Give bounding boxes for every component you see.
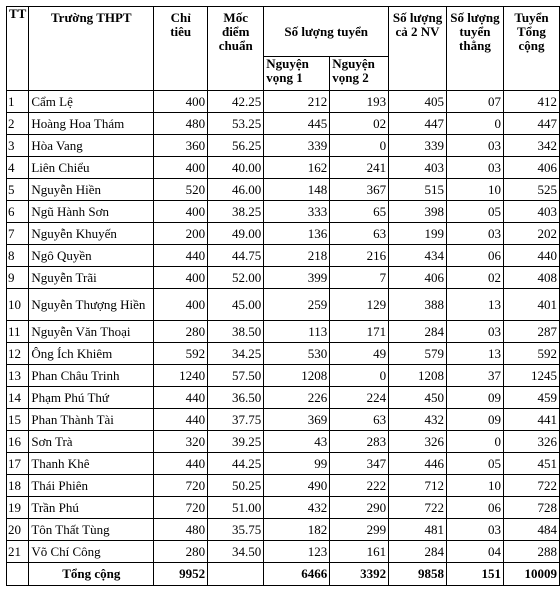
cell-direct: 03 <box>446 157 503 179</box>
cell-direct: 03 <box>446 321 503 343</box>
table-row <box>7 245 560 267</box>
cell-school: Tôn Thất Tùng <box>29 519 154 541</box>
cell-total: 728 <box>503 497 559 519</box>
cell-direct: 13 <box>446 289 503 321</box>
cell-direct: 0 <box>446 431 503 453</box>
cell-quota: 400 <box>154 157 208 179</box>
header-both-text: Số lượng cả 2 NV <box>392 10 443 39</box>
cell-both: 515 <box>389 179 447 201</box>
cell-cutoff: 42.25 <box>208 91 264 113</box>
totals-total: 10009 <box>503 563 559 586</box>
header-admitted: Số lượng tuyển <box>264 7 389 57</box>
cell-both: 579 <box>389 343 447 365</box>
cell-nv2: 367 <box>330 179 389 201</box>
cell-cutoff: 34.50 <box>208 541 264 563</box>
cell-tt: 18 <box>7 475 29 497</box>
cell-total: 484 <box>503 519 559 541</box>
cell-nv1: 369 <box>264 409 330 431</box>
cell-tt: 14 <box>7 387 29 409</box>
cell-tt: 7 <box>7 223 29 245</box>
cell-total: 326 <box>503 431 559 453</box>
cell-direct: 05 <box>446 453 503 475</box>
cell-nv2: 241 <box>330 157 389 179</box>
totals-both: 9858 <box>389 563 447 586</box>
cell-both: 481 <box>389 519 447 541</box>
cell-tt: 21 <box>7 541 29 563</box>
cell-nv1: 218 <box>264 245 330 267</box>
cell-both: 434 <box>389 245 447 267</box>
cell-tt: 1 <box>7 91 29 113</box>
cell-nv2: 283 <box>330 431 389 453</box>
cell-cutoff: 53.25 <box>208 113 264 135</box>
cell-both: 403 <box>389 157 447 179</box>
cell-nv2: 216 <box>330 245 389 267</box>
cell-nv2: 299 <box>330 519 389 541</box>
cell-quota: 440 <box>154 409 208 431</box>
cell-cutoff: 52.00 <box>208 267 264 289</box>
cell-nv1: 432 <box>264 497 330 519</box>
cell-both: 432 <box>389 409 447 431</box>
cell-nv2: 193 <box>330 91 389 113</box>
cell-tt: 4 <box>7 157 29 179</box>
totals-row <box>7 563 560 586</box>
table-row <box>7 453 560 475</box>
table-row <box>7 431 560 453</box>
cell-nv2: 0 <box>330 365 389 387</box>
cell-tt: 20 <box>7 519 29 541</box>
cell-nv2: 49 <box>330 343 389 365</box>
cell-cutoff: 36.50 <box>208 387 264 409</box>
cell-direct: 37 <box>446 365 503 387</box>
cell-nv1: 226 <box>264 387 330 409</box>
cell-nv1: 490 <box>264 475 330 497</box>
cell-total: 459 <box>503 387 559 409</box>
cell-tt: 15 <box>7 409 29 431</box>
cell-direct: 03 <box>446 223 503 245</box>
cell-quota: 400 <box>154 91 208 113</box>
cell-cutoff: 44.75 <box>208 245 264 267</box>
cell-school: Nguyễn Hiền <box>29 179 154 201</box>
cell-total: 202 <box>503 223 559 245</box>
cell-tt: 19 <box>7 497 29 519</box>
admissions-table-wrap <box>6 6 560 586</box>
header-cutoff <box>208 7 264 91</box>
cell-direct: 05 <box>446 201 503 223</box>
cell-nv2: 161 <box>330 541 389 563</box>
cell-cutoff: 44.25 <box>208 453 264 475</box>
cell-cutoff: 49.00 <box>208 223 264 245</box>
header-nv1-text: Nguyện vọng 1 <box>266 56 309 85</box>
cell-quota: 480 <box>154 113 208 135</box>
cell-nv2: 65 <box>330 201 389 223</box>
cell-both: 284 <box>389 321 447 343</box>
cell-both: 450 <box>389 387 447 409</box>
cell-nv1: 339 <box>264 135 330 157</box>
table-row <box>7 201 560 223</box>
totals-direct: 151 <box>446 563 503 586</box>
cell-both: 446 <box>389 453 447 475</box>
cell-quota: 400 <box>154 289 208 321</box>
header-nv2 <box>330 57 389 91</box>
table-row <box>7 365 560 387</box>
cell-quota: 592 <box>154 343 208 365</box>
cell-direct: 06 <box>446 497 503 519</box>
cell-quota: 440 <box>154 245 208 267</box>
cell-tt: 8 <box>7 245 29 267</box>
cell-quota: 1240 <box>154 365 208 387</box>
table-row <box>7 343 560 365</box>
header-cutoff-text: Mốc điểm chuẩn <box>218 10 253 53</box>
cell-school: Phan Châu Trinh <box>29 365 154 387</box>
cell-cutoff: 37.75 <box>208 409 264 431</box>
cell-nv2: 222 <box>330 475 389 497</box>
cell-school: Thanh Khê <box>29 453 154 475</box>
cell-nv1: 113 <box>264 321 330 343</box>
cell-quota: 320 <box>154 431 208 453</box>
cell-total: 722 <box>503 475 559 497</box>
cell-nv2: 7 <box>330 267 389 289</box>
cell-school: Ông Ích Khiêm <box>29 343 154 365</box>
totals-cutoff <box>208 563 264 586</box>
cell-direct: 07 <box>446 91 503 113</box>
cell-direct: 06 <box>446 245 503 267</box>
header-direct <box>446 7 503 91</box>
header-quota <box>154 7 208 91</box>
cell-direct: 09 <box>446 387 503 409</box>
cell-both: 405 <box>389 91 447 113</box>
cell-tt: 10 <box>7 289 29 321</box>
cell-total: 287 <box>503 321 559 343</box>
cell-quota: 400 <box>154 201 208 223</box>
table-row <box>7 289 560 321</box>
cell-cutoff: 40.00 <box>208 157 264 179</box>
cell-school: Trần Phú <box>29 497 154 519</box>
cell-school: Nguyễn Văn Thoại <box>29 321 154 343</box>
cell-both: 1208 <box>389 365 447 387</box>
cell-tt: 2 <box>7 113 29 135</box>
cell-nv1: 43 <box>264 431 330 453</box>
cell-nv2: 0 <box>330 135 389 157</box>
table-row <box>7 179 560 201</box>
cell-both: 388 <box>389 289 447 321</box>
cell-both: 712 <box>389 475 447 497</box>
table-body <box>7 91 560 563</box>
cell-nv1: 136 <box>264 223 330 245</box>
cell-both: 447 <box>389 113 447 135</box>
cell-nv2: 129 <box>330 289 389 321</box>
cell-tt: 5 <box>7 179 29 201</box>
cell-school: Nguyễn Trãi <box>29 267 154 289</box>
cell-direct: 10 <box>446 179 503 201</box>
cell-quota: 360 <box>154 135 208 157</box>
table-row <box>7 135 560 157</box>
table-row <box>7 541 560 563</box>
cell-nv2: 347 <box>330 453 389 475</box>
cell-tt: 17 <box>7 453 29 475</box>
cell-tt: 16 <box>7 431 29 453</box>
table-header <box>7 7 560 91</box>
cell-total: 401 <box>503 289 559 321</box>
cell-both: 199 <box>389 223 447 245</box>
cell-nv1: 148 <box>264 179 330 201</box>
cell-school: Phan Thành Tài <box>29 409 154 431</box>
header-nv1 <box>264 57 330 91</box>
header-nv2-text: Nguyện vọng 2 <box>332 56 375 85</box>
cell-quota: 280 <box>154 541 208 563</box>
cell-quota: 480 <box>154 519 208 541</box>
table-row <box>7 321 560 343</box>
cell-direct: 04 <box>446 541 503 563</box>
table-row <box>7 223 560 245</box>
cell-nv2: 171 <box>330 321 389 343</box>
table-row <box>7 113 560 135</box>
cell-quota: 720 <box>154 475 208 497</box>
cell-tt: 12 <box>7 343 29 365</box>
cell-school: Ngũ Hành Sơn <box>29 201 154 223</box>
cell-school: Thái Phiên <box>29 475 154 497</box>
cell-nv2: 63 <box>330 409 389 431</box>
cell-both: 722 <box>389 497 447 519</box>
cell-nv1: 259 <box>264 289 330 321</box>
cell-cutoff: 46.00 <box>208 179 264 201</box>
table-row <box>7 91 560 113</box>
cell-quota: 200 <box>154 223 208 245</box>
cell-cutoff: 51.00 <box>208 497 264 519</box>
header-total-text: Tuyển Tổng cộng <box>514 10 549 53</box>
header-quota-text: Chỉ tiêu <box>170 10 192 39</box>
cell-nv2: 290 <box>330 497 389 519</box>
cell-tt: 11 <box>7 321 29 343</box>
admissions-table <box>6 6 560 586</box>
cell-total: 451 <box>503 453 559 475</box>
cell-quota: 440 <box>154 387 208 409</box>
cell-cutoff: 35.75 <box>208 519 264 541</box>
cell-nv1: 530 <box>264 343 330 365</box>
cell-quota: 440 <box>154 453 208 475</box>
cell-quota: 400 <box>154 267 208 289</box>
cell-school: Ngô Quyền <box>29 245 154 267</box>
cell-nv1: 333 <box>264 201 330 223</box>
cell-nv1: 162 <box>264 157 330 179</box>
cell-school: Cẩm Lệ <box>29 91 154 113</box>
cell-school: Hoàng Hoa Thám <box>29 113 154 135</box>
cell-tt: 3 <box>7 135 29 157</box>
cell-direct: 10 <box>446 475 503 497</box>
cell-both: 339 <box>389 135 447 157</box>
cell-total: 592 <box>503 343 559 365</box>
cell-total: 412 <box>503 91 559 113</box>
cell-total: 406 <box>503 157 559 179</box>
cell-cutoff: 56.25 <box>208 135 264 157</box>
header-tt: TT <box>7 7 29 91</box>
cell-nv1: 399 <box>264 267 330 289</box>
cell-quota: 520 <box>154 179 208 201</box>
cell-total: 1245 <box>503 365 559 387</box>
totals-quota: 9952 <box>154 563 208 586</box>
table-row <box>7 157 560 179</box>
cell-cutoff: 34.25 <box>208 343 264 365</box>
totals-nv2: 3392 <box>330 563 389 586</box>
cell-school: Phạm Phú Thứ <box>29 387 154 409</box>
header-school: Trường THPT <box>29 7 154 91</box>
cell-total: 408 <box>503 267 559 289</box>
cell-total: 441 <box>503 409 559 431</box>
header-total <box>503 7 559 91</box>
cell-direct: 02 <box>446 267 503 289</box>
cell-total: 447 <box>503 113 559 135</box>
table-row <box>7 409 560 431</box>
cell-nv1: 212 <box>264 91 330 113</box>
cell-cutoff: 38.25 <box>208 201 264 223</box>
cell-nv2: 63 <box>330 223 389 245</box>
cell-direct: 09 <box>446 409 503 431</box>
cell-direct: 03 <box>446 519 503 541</box>
table-row <box>7 387 560 409</box>
cell-direct: 13 <box>446 343 503 365</box>
cell-both: 326 <box>389 431 447 453</box>
cell-total: 288 <box>503 541 559 563</box>
cell-nv1: 123 <box>264 541 330 563</box>
cell-tt: 13 <box>7 365 29 387</box>
header-both <box>389 7 447 91</box>
cell-nv1: 1208 <box>264 365 330 387</box>
cell-cutoff: 39.25 <box>208 431 264 453</box>
totals-label: Tổng cộng <box>29 563 154 586</box>
cell-nv1: 182 <box>264 519 330 541</box>
table-row <box>7 267 560 289</box>
cell-nv2: 02 <box>330 113 389 135</box>
cell-school: Hòa Vang <box>29 135 154 157</box>
cell-nv1: 445 <box>264 113 330 135</box>
header-direct-text: Số lượng tuyển thẳng <box>450 10 500 53</box>
cell-school: Võ Chí Công <box>29 541 154 563</box>
table-row <box>7 519 560 541</box>
cell-total: 525 <box>503 179 559 201</box>
cell-school: Liên Chiểu <box>29 157 154 179</box>
cell-cutoff: 38.50 <box>208 321 264 343</box>
cell-total: 342 <box>503 135 559 157</box>
table-row <box>7 497 560 519</box>
table-footer <box>7 563 560 586</box>
totals-tt <box>7 563 29 586</box>
cell-both: 406 <box>389 267 447 289</box>
cell-total: 403 <box>503 201 559 223</box>
cell-school: Sơn Trà <box>29 431 154 453</box>
totals-nv1: 6466 <box>264 563 330 586</box>
cell-nv1: 99 <box>264 453 330 475</box>
cell-tt: 6 <box>7 201 29 223</box>
cell-tt: 9 <box>7 267 29 289</box>
cell-total: 440 <box>503 245 559 267</box>
cell-cutoff: 57.50 <box>208 365 264 387</box>
cell-both: 398 <box>389 201 447 223</box>
cell-cutoff: 50.25 <box>208 475 264 497</box>
cell-quota: 280 <box>154 321 208 343</box>
table-row <box>7 475 560 497</box>
cell-quota: 720 <box>154 497 208 519</box>
cell-nv2: 224 <box>330 387 389 409</box>
cell-school: Nguyễn Khuyến <box>29 223 154 245</box>
cell-school: Nguyễn Thượng Hiền <box>29 289 154 321</box>
cell-cutoff: 45.00 <box>208 289 264 321</box>
cell-direct: 0 <box>446 113 503 135</box>
cell-direct: 03 <box>446 135 503 157</box>
cell-both: 284 <box>389 541 447 563</box>
